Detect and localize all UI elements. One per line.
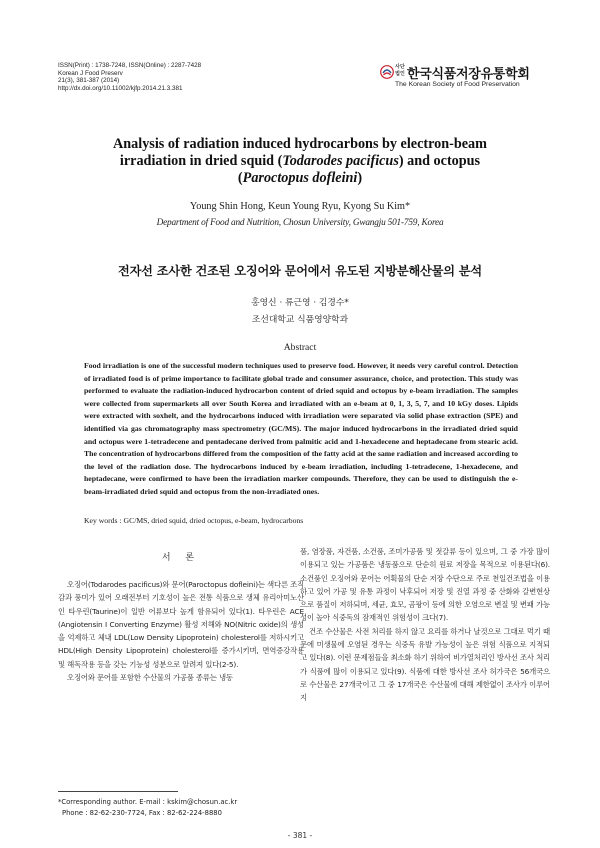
korean-author-list: 홍영신 · 류근영 · 김경수* (251, 298, 349, 308)
intro-paragraph-2: 오징어와 문어를 포함한 수산물의 가공품 종류는 냉동 (67, 673, 233, 683)
footnote-divider (58, 791, 178, 792)
author-affiliation: Department of Food and Nutrition, Chosun University, Gwangju 501-759, Korea (156, 218, 444, 228)
society-name-korean: 한국식품저장유통학회 (407, 67, 530, 82)
journal-name: Korean J Food Preserv (58, 69, 123, 77)
title-line-3: (Paroctopus dofleini) (237, 170, 363, 186)
doi-link[interactable]: http://dx.doi.org/10.11002/kjfp.2014.21.3.381 (58, 84, 183, 92)
corresponding-author-footnote (58, 797, 298, 819)
species-octopus: Paroctopus dofleini (242, 170, 358, 186)
footnote-phone: Phone : 82-62-230-7724, Fax : 82-62-224-8880 (62, 809, 222, 817)
intro-paragraph-continued: 품, 염장품, 자건품, 소건품, 조미가공품 및 젓갈류 등이 있으며, 그 중 가장 많이 이용되고 있는 가공품은 냉동품으로 단순히 원료 저장을 목적으로 이용된다(6). 소건품인 오징어와 문어는 어획물의 단순 저장 수단으로 주로 천일건조법을 이용하고 있어 가공 및 유통 과정이 낙후되어 저장 및 진열 과정 중 산화와 갈변현상으로 품질이 저하되며, 세균, 효모, 곰팡이 등에 의한 오염으로 변질 및 변패 가능성이 높아 식중독의 잠재적인 위험성이 크다(7). (300, 547, 550, 623)
keywords-text: : GC/MS, dried squid, dried octopus, e-beam, hydrocarbons (117, 516, 304, 525)
society-logo-icon (380, 65, 394, 79)
body-column-left (58, 552, 304, 684)
society-tag: 사단법인 (395, 64, 405, 77)
society-name-english: The Korean Society of Food Preservation (395, 81, 520, 88)
issn-line: ISSN(Print) : 1738-7248, ISSN(Online) : 2287-7428 (58, 62, 202, 69)
page-number: - 381 - (287, 831, 313, 840)
intro-paragraph-3: 건조 수산물은 사전 처리를 하지 않고 요리를 하거나 날것으로 그대로 먹기 때문에 미생물에 오염된 경우는 식중독 유발 가능성이 높은 위험 식품으로 지적되고 있다(8). 이런 문제점들을 최소화 하기 위하여 비가열처리인 방사선 조사 처리가 식품에 많이 이용되고 있다(9). 식품에 대한 방사선 조사 허가국은 56개국으로 수산물은 27개국이고 그 중 17개국은 수산물에 대해 제한없이 조사가 이루어지 (300, 626, 550, 703)
society-header (380, 62, 550, 92)
section-heading-introduction: 서 론 (161, 553, 201, 563)
abstract-heading: Abstract (283, 342, 317, 353)
paper-title (60, 136, 540, 187)
title-line-2: irradiation in dried squid (Todarodes pacificus) and octopus (119, 153, 481, 169)
keywords (84, 516, 518, 525)
intro-paragraph-1: 오징어(Todarodes pacificus)와 문어(Paroctopus dofleini)는 색다른 조직감과 풍미가 있어 오래전부터 기호성이 높은 전통 식품으로 생체 유리아미노산인 타우린(Taurine)이 일반 어류보다 높게 함유되어 있다(1). 타우린은 ACE (Angiotensin I Converting Enzyme) 활성 저해와 NO(Nitric oxide)의 생성을 억제하고 체내 LDL(Low Density Lipoprotein) cholesterol를 저하시키고 HDL(High Density Lipoprotein) cholesterol를 증가시키며, 면역증강작용 및 해독작용 등을 갖는 기능성 성분으로 알려져 있다(2-5). (58, 580, 304, 669)
korean-title: 전자선 조사한 건조된 오징어와 문어에서 유도된 지방분해산물의 분석 (118, 264, 482, 278)
keywords-label: Key words (84, 516, 118, 525)
title-line-1: Analysis of radiation induced hydrocarbons by electron-beam (113, 136, 487, 152)
korean-affiliation: 조선대학교 식품영양학과 (251, 315, 349, 325)
footnote-email: *Corresponding author. E-mail : kskim@chosun.ac.kr (58, 798, 238, 806)
volume-pages: 21(3), 381-387 (2014) (58, 77, 120, 85)
body-column-right (300, 545, 550, 705)
journal-metadata (58, 62, 318, 92)
author-list: Young Shin Hong, Keun Young Ryu, Kyong Su Kim* (189, 201, 411, 212)
abstract-text: Food irradiation is one of the successful modern techniques used to preserve food. However, it needs very careful control. Detection of irradiated food is of prime importance to facilitate global trade and consumer assurance, choice, and protection. This study was performed to evaluate the radiation-induced hydrocarbon content of dried squid and octopus by e-beam irradiation. The samples were collected from supermarkets all over South Korea and irradiated with an e-beam at 0, 1, 3, 5, 7, and 10 kGy doses. Lipids were extracted with soxhelt, and the hydrocarbons induced with irradiation were separated via solid phase extraction (SPE) and identified via gas chromatography mass spectrometry (GC/MS). The major induced hydrocarbons in the irradiated dried squid and octopus were 1-tetradecene and pentadecane derived from palmitic acid and 1-hexadecene and heptadecane from stearic acid. The concentration of hydrocarbons differed from the composition of the fatty acid at the same radiation and increased according to the level of the radiation dose. The hydrocarbons induced by e-beam irradiation, including 1-tetradecene, 1-hexadecene, and heptadecane, were confirmed to have been the irradiation marker compounds. Therefore, they can be used to distinguish the e-beam-irradiated dried squid and octopus from the non-irradiated ones. (84, 361, 518, 496)
species-squid: Todarodes pacificus (282, 153, 399, 169)
